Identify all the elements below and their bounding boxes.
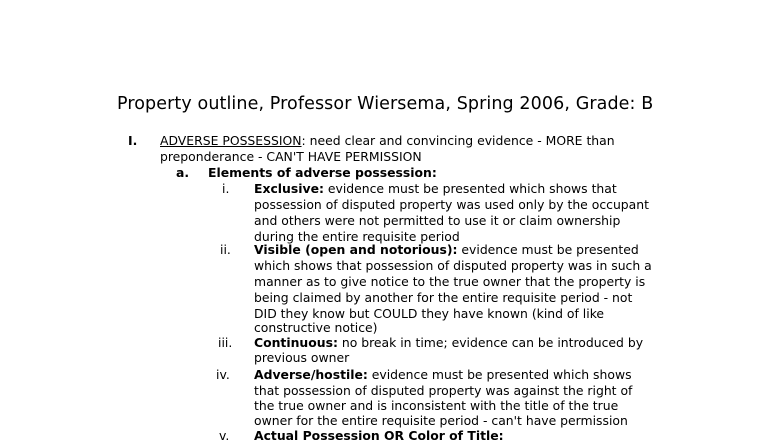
- item-numeral: ii.: [220, 242, 231, 257]
- item-numeral: v.: [219, 428, 230, 443]
- item-term: Continuous:: [254, 335, 338, 350]
- item-text-line: the true owner and is inconsistent with the title of the true: [254, 398, 619, 413]
- item-text-line: owner for the entire requisite period - can't have permission: [254, 413, 628, 428]
- item-term: Adverse/hostile:: [254, 367, 368, 382]
- item-term: Exclusive:: [254, 181, 324, 196]
- item-text-line: that possession of disputed property was against the right of: [254, 383, 633, 398]
- list-item: [254, 367, 632, 383]
- section-heading-continuation: preponderance - CAN'T HAVE PERMISSION: [160, 149, 422, 164]
- item-numeral: iv.: [216, 367, 230, 382]
- item-term: Visible (open and notorious):: [254, 242, 458, 257]
- item-text-line: manner as to give notice to the true owner that the property is: [254, 274, 646, 289]
- item-text-line: possession of disputed property was used only by the occupant: [254, 197, 649, 212]
- section-heading: ADVERSE POSSESSION: [160, 133, 302, 148]
- item-text-line: evidence must be presented: [457, 242, 639, 257]
- item-text-line: no break in time; evidence can be introduced by: [337, 335, 644, 350]
- section-heading-rest: : need clear and convincing evidence - MORE than: [301, 133, 615, 148]
- item-text-line: during the entire requisite period: [254, 229, 460, 244]
- item-text-line: previous owner: [254, 350, 350, 365]
- item-numeral: iii.: [218, 335, 233, 350]
- item-text-line: being claimed by another for the entire requisite period - not: [254, 290, 633, 305]
- list-item: [254, 242, 639, 258]
- item-text-line: evidence must be presented which shows that: [323, 181, 617, 196]
- list-item: [254, 181, 617, 197]
- item-text-line: which shows that possession of disputed property was in such a: [254, 258, 652, 273]
- document-title: Property outline, Professor Wiersema, Spring 2006, Grade: B: [117, 94, 654, 114]
- list-item: [254, 428, 504, 444]
- section-heading-line: [160, 133, 615, 149]
- item-text-line: evidence must be presented which shows: [367, 367, 632, 382]
- item-text-line: and others were not permitted to use it or claim ownership: [254, 213, 621, 228]
- section-numeral: I.: [128, 133, 138, 148]
- item-term: Actual Possession OR Color of Title:: [254, 428, 504, 443]
- item-numeral: i.: [222, 181, 230, 196]
- subsection-letter: a.: [176, 165, 190, 180]
- item-text-line: DID they know but COULD they have known (kind of like: [254, 306, 605, 321]
- subsection-label: Elements of adverse possession:: [208, 165, 437, 180]
- list-item: [254, 335, 643, 351]
- item-text-line: constructive notice): [254, 320, 378, 335]
